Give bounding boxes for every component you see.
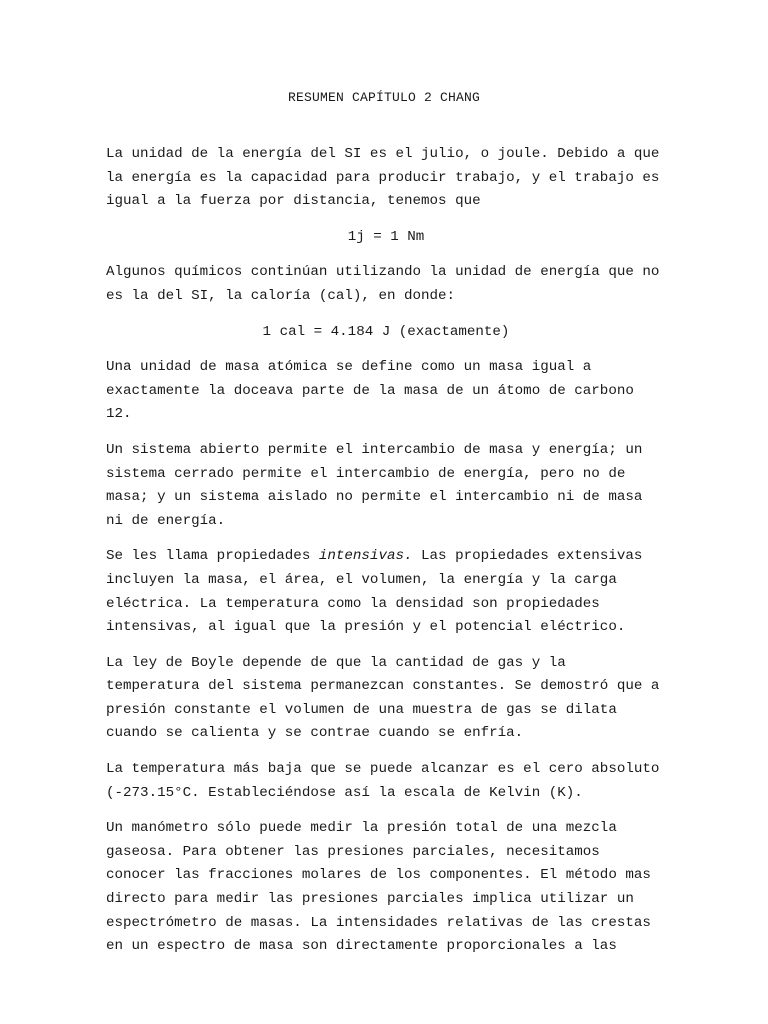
document-body xyxy=(106,143,666,971)
formula-joule: 1j = 1 Nm xyxy=(347,228,425,245)
paragraph-calorie: Algunos químicos continúan utilizando la unidad de energía que no es la del SI, la caloría (cal), en donde: xyxy=(106,264,660,304)
paragraph-atomic-mass: Una unidad de masa atómica se define como un masa igual a exactamente la doceava parte de la masa de un átomo de carbono 12. xyxy=(106,359,634,423)
document-title: RESUMEN CAPÍTULO 2 CHANG xyxy=(287,90,481,105)
properties-text-start: Se les llama propiedades xyxy=(106,548,319,565)
paragraph-systems: Un sistema abierto permite el intercambio de masa y energía; un sistema cerrado permite el intercambio de energía, pero no de masa; y un sistema aislado no permite el intercambio ni de masa ni de energía. xyxy=(106,441,643,529)
formula-calorie: 1 cal = 4.184 J (exactamente) xyxy=(262,323,510,340)
paragraph-manometer: Un manómetro sólo puede medir la presión total de una mezcla gaseosa. Para obtener las presiones parciales, necesitamos conocer las fracciones molares de los componentes. El método mas directo para medir las presiones parciales implica utilizar un espectrómetro de masas. La intensidades relativas de las crestas en un espectro de masa son directamente proporcionales a las xyxy=(106,820,651,955)
paragraph-energy-unit: La unidad de la energía del SI es el julio, o joule. Debido a que la energía es la capacidad para producir trabajo, y el trabajo es igual a la fuerza por distancia, tenemos que xyxy=(106,146,660,210)
properties-italic-term: intensivas. xyxy=(318,548,413,565)
paragraph-boyle: La ley de Boyle depende de que la cantidad de gas y la temperatura del sistema permanezcan constantes. Se demostró que a presión constante el volumen de una muestra de gas se dilata cuando se calienta y se contrae cuando se enfría. xyxy=(106,654,660,742)
properties-text-end: Las propiedades extensivas incluyen la masa, el área, el volumen, la energía y la carga eléctrica. La temperatura como la densidad son propiedades intensivas, al igual que la presión y el potencial eléctrico. xyxy=(106,548,643,636)
paragraph-properties xyxy=(106,545,666,639)
paragraph-absolute-zero: La temperatura más baja que se puede alcanzar es el cero absoluto (-273.15°C. Estableciéndose así la escala de Kelvin (K). xyxy=(106,761,660,801)
